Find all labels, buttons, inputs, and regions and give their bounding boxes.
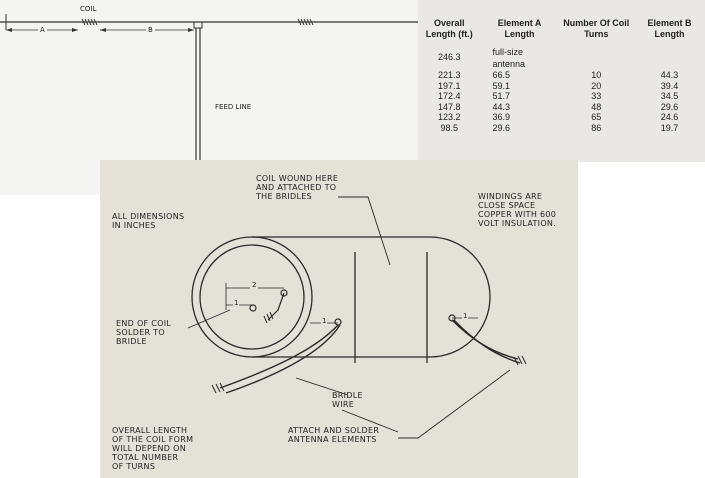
bridle-wire-right (452, 320, 518, 359)
antenna-element-hatch-right (514, 356, 526, 365)
cell-element-b: 29.6 (660, 101, 679, 112)
dim-one-label-c: 1 (463, 312, 468, 320)
table-row (418, 102, 705, 113)
dim-b-label: B (148, 26, 153, 34)
cell-coil-turns: 10 (591, 70, 602, 80)
table-row (418, 70, 705, 81)
table-row (418, 44, 705, 70)
cell-element-a: 44.3 (492, 101, 511, 112)
cell-overall-length: 246.3 (437, 51, 461, 62)
dim-a-arrow-right (72, 28, 78, 32)
cell-element-b (634, 44, 705, 70)
coil-end-wire (268, 293, 284, 320)
cell-element-b: 19.7 (660, 122, 679, 133)
dim-b-arrow-left (100, 28, 106, 32)
solder-hatch (264, 312, 273, 323)
cell-element-a: full-size antenna (492, 47, 526, 69)
cell-element-b: 44.3 (660, 70, 679, 80)
cell-coil-turns (559, 44, 634, 70)
dim-one-label-a: 1 (234, 299, 239, 307)
bridle-hole-left (335, 319, 341, 325)
cell-element-a: 36.9 (492, 112, 511, 122)
dim-two-label: 2 (252, 281, 257, 289)
cell-overall-length: 147.8 (437, 101, 461, 112)
cell-element-b: 39.4 (660, 80, 679, 91)
antenna-element-hatch-left (212, 383, 224, 393)
cell-element-a: 29.6 (492, 122, 511, 133)
cell-overall-length: 123.2 (437, 112, 461, 122)
cell-element-b: 24.6 (660, 112, 679, 122)
cell-element-a: 66.5 (492, 70, 511, 80)
cell-overall-length: 172.4 (437, 91, 461, 101)
note-windings: WINDINGS ARE CLOSE SPACE COPPER WITH 600 VOLT INSULATION. (478, 192, 557, 228)
table-row (418, 123, 705, 134)
center-insulator (194, 22, 202, 28)
cell-coil-turns: 20 (591, 80, 602, 91)
cell-coil-turns: 33 (591, 91, 602, 101)
end-dimension-lines (226, 283, 478, 323)
coil-form-end-inner (200, 245, 304, 349)
coil-label: COIL (80, 5, 97, 13)
cell-element-a: 59.1 (492, 80, 511, 91)
table-row (418, 91, 705, 102)
dim-a-arrow-left (6, 28, 12, 32)
table-header-row (418, 18, 705, 44)
coil-form-end-outer (192, 237, 312, 357)
cell-element-a: 51.7 (492, 91, 511, 101)
note-attach-solder: ATTACH AND SOLDER ANTENNA ELEMENTS (288, 426, 380, 444)
coil-form-diagram-panel (100, 160, 578, 478)
bridle-wire-left-2 (226, 325, 340, 393)
header-overall-length: Overall Length (ft.) (425, 18, 473, 39)
cell-overall-length: 197.1 (437, 80, 461, 91)
specs-table (418, 18, 705, 133)
feed-line-label: FEED LINE (215, 103, 252, 111)
note-dimensions: ALL DIMENSIONS IN INCHES (112, 212, 185, 230)
dim-b-arrow-right (188, 28, 194, 32)
note-coil-wound: COIL WOUND HERE AND ATTACHED TO THE BRIDLES (256, 174, 339, 201)
table-row (418, 81, 705, 92)
cell-coil-turns: 48 (591, 101, 602, 112)
note-bridle-wire: BRIDLE WIRE (332, 391, 363, 409)
specs-table-panel (418, 0, 705, 162)
header-element-b: Element B Length (647, 18, 692, 39)
solder-hole-inner (250, 305, 256, 311)
note-end-of-coil: END OF COIL SOLDER TO BRIDLE (116, 319, 172, 346)
coil-form-body (252, 237, 490, 357)
header-coil-turns: Number Of Coil Turns (563, 18, 630, 39)
dim-a-label: A (40, 26, 45, 34)
dim-one-label-b: 1 (322, 317, 327, 325)
header-element-a: Element A Length (497, 18, 542, 39)
cell-element-b: 34.5 (660, 91, 679, 101)
cell-coil-turns: 86 (591, 122, 602, 133)
note-overall-length: OVERALL LENGTH OF THE COIL FORM WILL DEPEND ON TOTAL NUMBER OF TURNS (112, 426, 194, 471)
cell-coil-turns: 65 (591, 112, 602, 122)
cell-overall-length: 98.5 (440, 122, 459, 133)
table-row (418, 112, 705, 123)
cell-overall-length: 221.3 (437, 70, 461, 80)
